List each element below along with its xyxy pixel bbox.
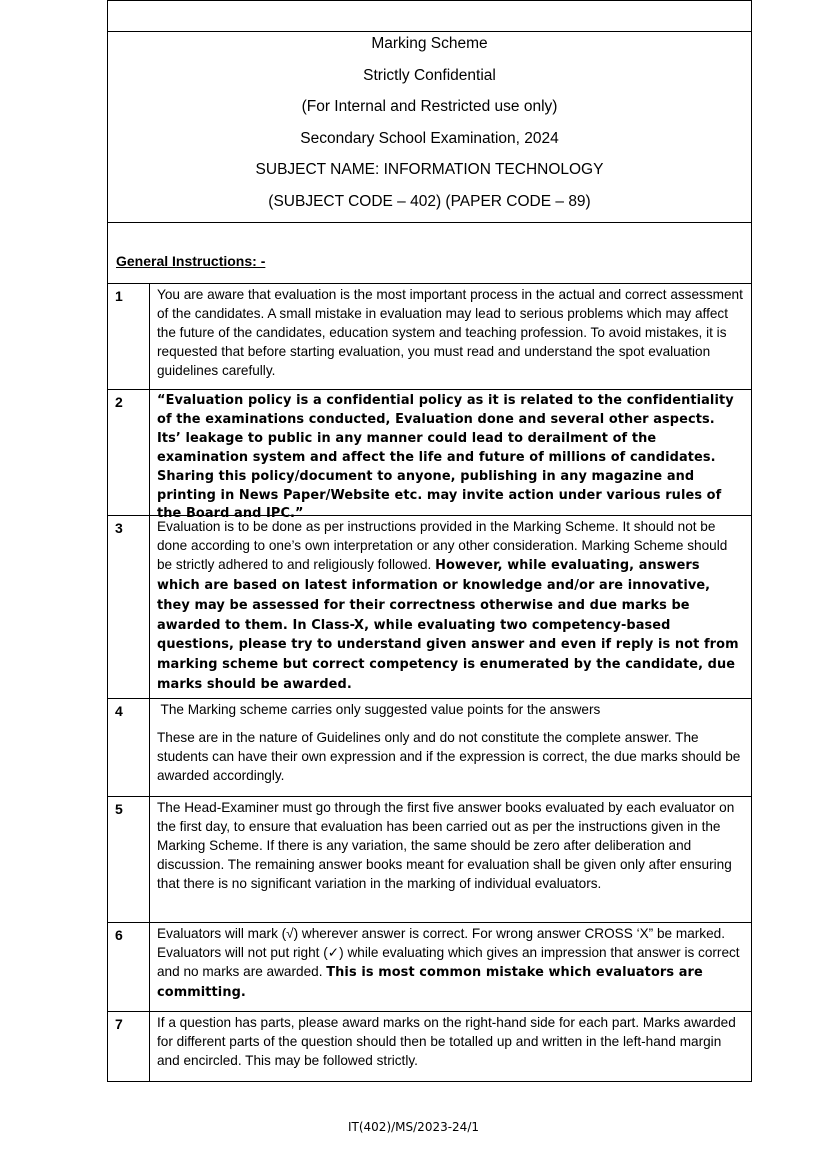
header-block [107,32,752,223]
instruction-number: 1 [108,284,150,389]
subject-code: (SUBJECT CODE – 402) (PAPER CODE – 89) [268,192,591,210]
doc-title: Marking Scheme [371,35,488,52]
instruction-row-4 [107,699,752,797]
confidential-label: Strictly Confidential [363,66,496,84]
subject-name: SUBJECT NAME: INFORMATION TECHNOLOGY [255,161,604,178]
instruction-text-bold: This is most common mistake which evaluators are committing. [157,964,703,1000]
page-footer-code: IT(402)/MS/2023-24/1 [347,1120,479,1134]
instruction-text-normal: Evaluators will mark (√) wherever answer is correct. For wrong answer CROSS ‘X” be marked. Evaluators will not put right (✓) while evaluating which gives an impression that answer is correct and no marks are awarded. [157,926,740,979]
instruction-row-3 [107,516,752,699]
instruction-text-line2: These are in the nature of Guidelines only and do not constitute the complete answer. The students can have their own expression and if the expression is correct, the due marks should be awarded accordingly. [157,729,741,783]
top-empty-cell [107,0,752,32]
document-sheet [107,0,752,1082]
instruction-text [150,923,751,1011]
instruction-text: “Evaluation policy is a confidential policy as it is related to the confidentiality of the examinations conducted, Evaluation done and several other aspects. Its’ leakage to public in any manner could lead to derailment of the examination system and affect the life and future of millions of candidates. Sharing this policy/document to anyone, publishing in any magazine and printing in News Paper/Website etc. may invite action under various rules of the Board and IPC.” [157,393,734,522]
instruction-text: The Head-Examiner must go through the first five answer books evaluated by each evaluator on the first day, to ensure that evaluation has been carried out as per the instructions given in the Marking Scheme. If there is any variation, the same should be zero after deliberation and discussion. The remaining answer books meant for evaluation shall be given only after ensuring that there is no significant variation in the marking of individual evaluators. [157,800,735,891]
instruction-text [150,699,751,796]
instruction-text-bold: However, while evaluating, answers which are based on latest information or knowledge and/or are innovative, they may be assessed for their correctness otherwise and due marks be awarded to them. In Class-X, while evaluating two competency-based questions, please try to understand given answer and even if reply is not from marking scheme but correct competency is enumerated by the candidate, due marks should be awarded. [157,557,739,693]
instruction-text [150,516,751,698]
general-instructions-title: General Instructions: - [116,253,266,269]
instruction-number: 6 [108,923,150,1011]
instruction-text: If a question has parts, please award marks on the right-hand side for each part. Marks awarded for different parts of the question should then be totalled up and written in the left-hand margin and encircled. This may be followed strictly. [157,1015,736,1068]
instruction-number: 4 [108,699,150,796]
restricted-use-label: (For Internal and Restricted use only) [301,98,558,115]
exam-name: Secondary School Examination, 2024 [300,129,559,147]
instruction-row-7 [107,1012,752,1082]
instruction-number: 2 [108,390,150,515]
instruction-text: You are aware that evaluation is the most important process in the actual and correct assessment of the candidates. A small mistake in evaluation may lead to serious problems which may affect the future of the candidates, education system and teaching profession. To avoid mistakes, it is requested that before starting evaluation, you must read and understand the spot evaluation guidelines carefully. [157,287,743,378]
instruction-row-1 [107,284,752,390]
instruction-number: 5 [108,797,150,922]
instruction-text-normal: Evaluation is to be done as per instructions provided in the Marking Scheme. It should not be done according to one’s own interpretation or any other consideration. Marking Scheme should be strictly adhered to and religiously followed. [157,519,728,572]
general-instructions-heading-cell [107,223,752,284]
instruction-text-line1: The Marking scheme carries only suggested value points for the answers [157,702,601,717]
instruction-row-5 [107,797,752,923]
instruction-row-6 [107,923,752,1012]
instruction-number: 3 [108,516,150,698]
instruction-row-2 [107,390,752,522]
instruction-number: 7 [108,1012,150,1081]
